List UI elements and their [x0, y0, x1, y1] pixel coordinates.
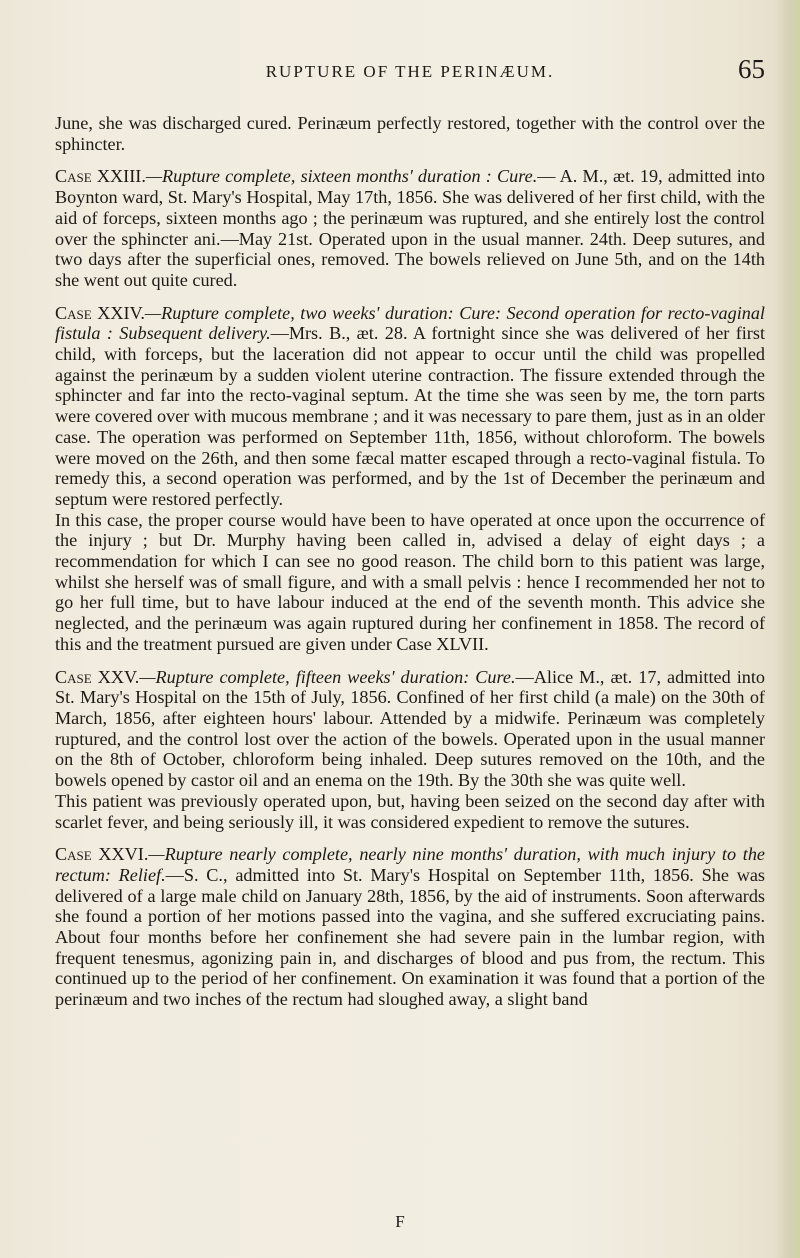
case-title: —Rupture nearly complete, nearly nine months' duration, with much injury to the rectum: Relief. [55, 844, 765, 885]
case-heading: Case XXV. [55, 666, 140, 687]
case-25-commentary: This patient was previously operated upon, but, having been seized on the second day after with scarlet fever, and being seriously ill, it was considered expedient to remove the sutures. [55, 790, 765, 832]
page-header [55, 54, 765, 84]
case-24 [55, 303, 765, 510]
case-body: —Alice M., æt. 17, admitted into St. Mary's Hospital on the 15th of July, 1856. Confined of her first child (a male) on the 30th of March, 1856, after eighteen hours' labour. Attended by a midwife. Perinæum was completely ruptured, and the control lost over the action of the bowels. Operated upon in the usual manner on the 8th of October, chloroform being inhaled. Deep sutures removed on the 10th, and the bowels opened by castor oil and an enema on the 19th. By the 30th she was quite well. [55, 666, 765, 791]
case-body: — A. M., æt. 19, admitted into Boynton ward, St. Mary's Hospital, May 17th, 1856. She was delivered of her first child, with the aid of forceps, sixteen months ago ; the perinæum was ruptured, and she entirely lost the control over the sphincter ani.—May 21st. Operated upon in the usual manner. 24th. Deep sutures, and two days after the superficial ones, removed. The bowels relieved on June 5th, and on the 14th she went out quite cured. [55, 166, 765, 290]
case-title: —Rupture complete, sixteen months' duration : Cure. [145, 166, 538, 187]
signature-mark: F [395, 1212, 405, 1231]
case-23 [55, 166, 765, 290]
running-head: RUPTURE OF THE PERINÆUM. [265, 62, 555, 81]
case-heading: Case XXIII. [55, 166, 146, 187]
paragraph-continuation: June, she was discharged cured. Perinæum perfectly restored, together with the control over the sphincter. [55, 113, 765, 154]
case-heading: Case XXIV. [55, 302, 145, 323]
case-body: —S. C., admitted into St. Mary's Hospital on September 11th, 1856. She was delivered of a large male child on January 28th, 1856, by the aid of instruments. Soon afterwards she found a portion of her motions passed into the vagina, and she suffered excruciating pains. About four months before her confinement she had severe pain in the lumbar region, with frequent tenesmus, agonizing pain in, and discharges of blood and pus from, the rectum. This continued up to the period of her confinement. On examination it was found that a portion of the perinæum and two inches of the rectum had sloughed away, a slight band [55, 864, 765, 1010]
case-title: —Rupture complete, fifteen weeks' duration: Cure. [139, 666, 516, 687]
page-number: 65 [738, 54, 765, 84]
page-edge-shadow [774, 0, 800, 1258]
body-text [55, 113, 765, 1010]
case-body: —Mrs. B., æt. 28. A fortnight since she was delivered of her first child, with forceps, but the laceration did not appear to occur until the child was propelled against the perinæum by a sudden violent uterine contraction. The fissure extended through the sphincter and far into the recto-vaginal septum. At the time she was seen by me, the torn parts were covered over with mucous membrane ; and it was necessary to pare them, just as in an older case. The operation was performed on September 11th, 1856, without chloroform. The bowels were moved on the 26th, and then some fæcal matter escaped through a recto-vaginal fistula. To remedy this, a second operation was performed, and by the 1st of December the perinæum and septum were restored perfectly. [55, 323, 765, 509]
case-title: —Rupture complete, two weeks' duration: Cure: Second operation for recto-vaginal fistula : Subsequent delivery. [55, 302, 765, 344]
case-24-commentary: In this case, the proper course would have been to have operated at once upon the occurrence of the injury ; but Dr. Murphy having been called in, advised a delay of eight days ; a recommendation for which I can see no good reason. The child born to this patient was large, whilst she herself was of small figure, and with a small pelvis : hence I recommended her not to go her full time, but to have labour induced at the end of the seventh month. This advice she neglected, and the perinæum was again ruptured during her confinement in 1858. The record of this and the treatment pursued are given under Case XLVII. [55, 509, 765, 654]
case-25 [55, 667, 765, 791]
case-heading: Case XXVI. [55, 844, 149, 865]
case-26 [55, 844, 765, 1010]
